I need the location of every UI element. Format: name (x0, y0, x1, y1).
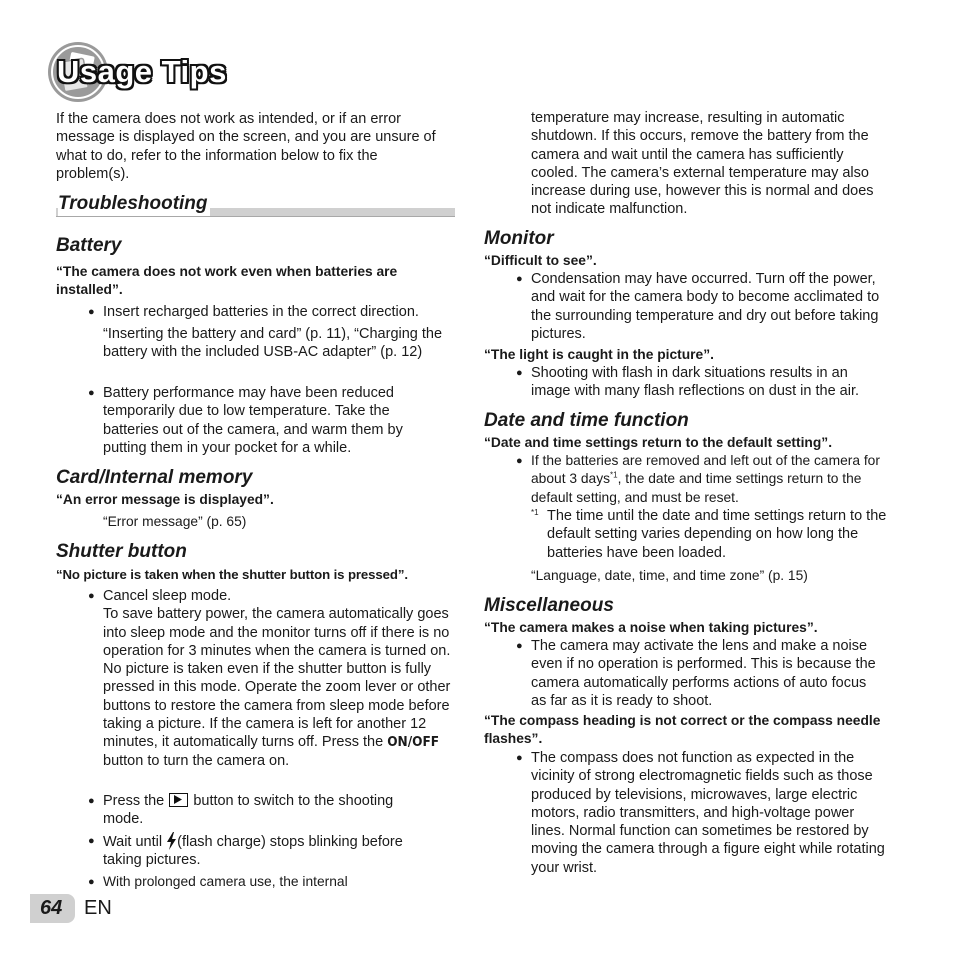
wait-text: Wait until (103, 834, 163, 850)
datetime-bullet-1 (531, 452, 886, 507)
misc-heading: Miscellaneous (484, 595, 614, 616)
onoff-button-label: ON/OFF (387, 734, 440, 751)
bullet-icon: ● (88, 387, 95, 399)
bullet-icon: ● (88, 835, 95, 847)
datetime-reference: “Language, date, time, and time zone” (p. 15) (531, 568, 808, 583)
battery-bullet-1: Insert recharged batteries in the correct direction. (103, 304, 419, 320)
bullet-icon: ● (88, 876, 95, 888)
battery-reference: “Inserting the battery and card” (p. 11), “Charging the battery with the included USB-AC adapter” (p. 12) (103, 326, 443, 361)
monitor-bullet-2: Shooting with flash in dark situations results in an image with many flash reflections on dust in the air. (531, 365, 860, 400)
bullet-icon: ● (516, 752, 523, 764)
continued-text: temperature may increase, resulting in automatic shutdown. If this occurs, remove the battery from the camera and wait until the camera has sufficiently cooled. The camera’s external temperature may also increase during use, however this is normal and does not indicate malfunction. (531, 110, 874, 218)
footnote-mark: *1 (531, 508, 539, 517)
datetime-question: “Date and time settings return to the default setting”. (484, 435, 833, 450)
card-question: “An error message is displayed”. (56, 492, 274, 507)
card-reference: “Error message” (p. 65) (103, 514, 247, 529)
shutter-bullet-1 (103, 587, 455, 770)
page-title: Usage Tips (57, 54, 227, 89)
monitor-question-2: “The light is caught in the picture”. (484, 347, 714, 362)
misc-bullet-1: The camera may activate the lens and make a noise even if no operation is performed. This is because the camera automatically performs actions of auto focus as far as it is ready to shoot. (531, 638, 876, 709)
bullet-icon: ● (88, 795, 95, 807)
flash-icon (166, 832, 177, 850)
playback-button-icon (169, 793, 188, 807)
section-title: Troubleshooting (58, 193, 208, 214)
flash-charge-text: (flash charge) stops blinking before taking pictures. (103, 834, 403, 869)
battery-bullet-2: Battery performance may have been reduced temporarily due to low temperature. Take the batteries out of the camera, and warm them by putting them in your pocket for a while. (103, 385, 403, 456)
press-text: Press the (103, 793, 165, 809)
bullet-icon: ● (88, 306, 95, 318)
bullet-icon: ● (88, 590, 95, 602)
datetime-pre: If the batteries are removed and left out of the camera for about 3 days (531, 453, 880, 487)
bullet-icon: ● (516, 640, 523, 652)
section-underline (56, 216, 455, 217)
datetime-heading: Date and time function (484, 410, 689, 431)
datetime-footnote: The time until the date and time settings return to the default setting varies depending on how long the batteries have been loaded. (547, 508, 887, 561)
footnote-ref: *1 (610, 470, 618, 480)
bullet-icon: ● (516, 273, 523, 285)
sleep-mode-head: Cancel sleep mode. (103, 588, 232, 604)
switch-mode-text: button to switch to the shooting mode. (103, 793, 394, 828)
sleep-mode-tail: button to turn the camera on. (103, 752, 290, 769)
language-label: EN (84, 897, 112, 919)
shutter-bullet-3 (103, 832, 433, 870)
shutter-bullet-4: With prolonged camera use, the internal (103, 874, 348, 889)
monitor-question-1: “Difficult to see”. (484, 253, 597, 268)
battery-heading: Battery (56, 235, 122, 256)
page-number: 64 (40, 897, 63, 919)
battery-question: “The camera does not work even when batteries are installed”. (56, 264, 398, 298)
sleep-mode-text: To save battery power, the camera automatically goes into sleep mode and the monitor turns off if there is no operation for 3 minutes when the camera is turned on. No picture is taken even if the shutter button is fully pressed in this mode. Operate the zoom lever or other buttons to restore the camera from sleep mode before taking a picture. If the camera is left for another 12 minutes, it automatically turns off. Press the (103, 606, 451, 751)
misc-bullet-2: The compass does not function as expected in the vicinity of strong electromagnetic fields such as those produced by televisions, microwaves, large electric motors, radio transmitters, and high-voltage power lines. Normal function can sometimes be restored by moving the camera through a figure eight while rotating your wrist. (531, 750, 885, 876)
misc-question-2: “The compass heading is not correct or the compass needle flashes”. (484, 713, 881, 747)
card-heading: Card/Internal memory (56, 467, 253, 488)
misc-question-1: “The camera makes a noise when taking pictures”. (484, 620, 818, 635)
bullet-icon: ● (516, 455, 523, 467)
shutter-bullet-2 (103, 792, 433, 829)
intro-text: If the camera does not work as intended, or if an error message is displayed on the screen, and you are unsure of what to do, refer to the information below to fix the problem(s). (56, 111, 436, 182)
bullet-icon: ● (516, 367, 523, 379)
monitor-heading: Monitor (484, 228, 554, 249)
shutter-heading: Shutter button (56, 541, 187, 562)
monitor-bullet-1: Condensation may have occurred. Turn off the power, and wait for the camera body to become acclimated to the surrounding temperature and dry out before taking pictures. (531, 271, 880, 342)
shutter-question: “No picture is taken when the shutter button is pressed”. (56, 567, 408, 582)
sleep-mode-body (103, 605, 455, 770)
datetime-post: , the date and time settings return to the default setting, and must be reset. (531, 471, 862, 505)
